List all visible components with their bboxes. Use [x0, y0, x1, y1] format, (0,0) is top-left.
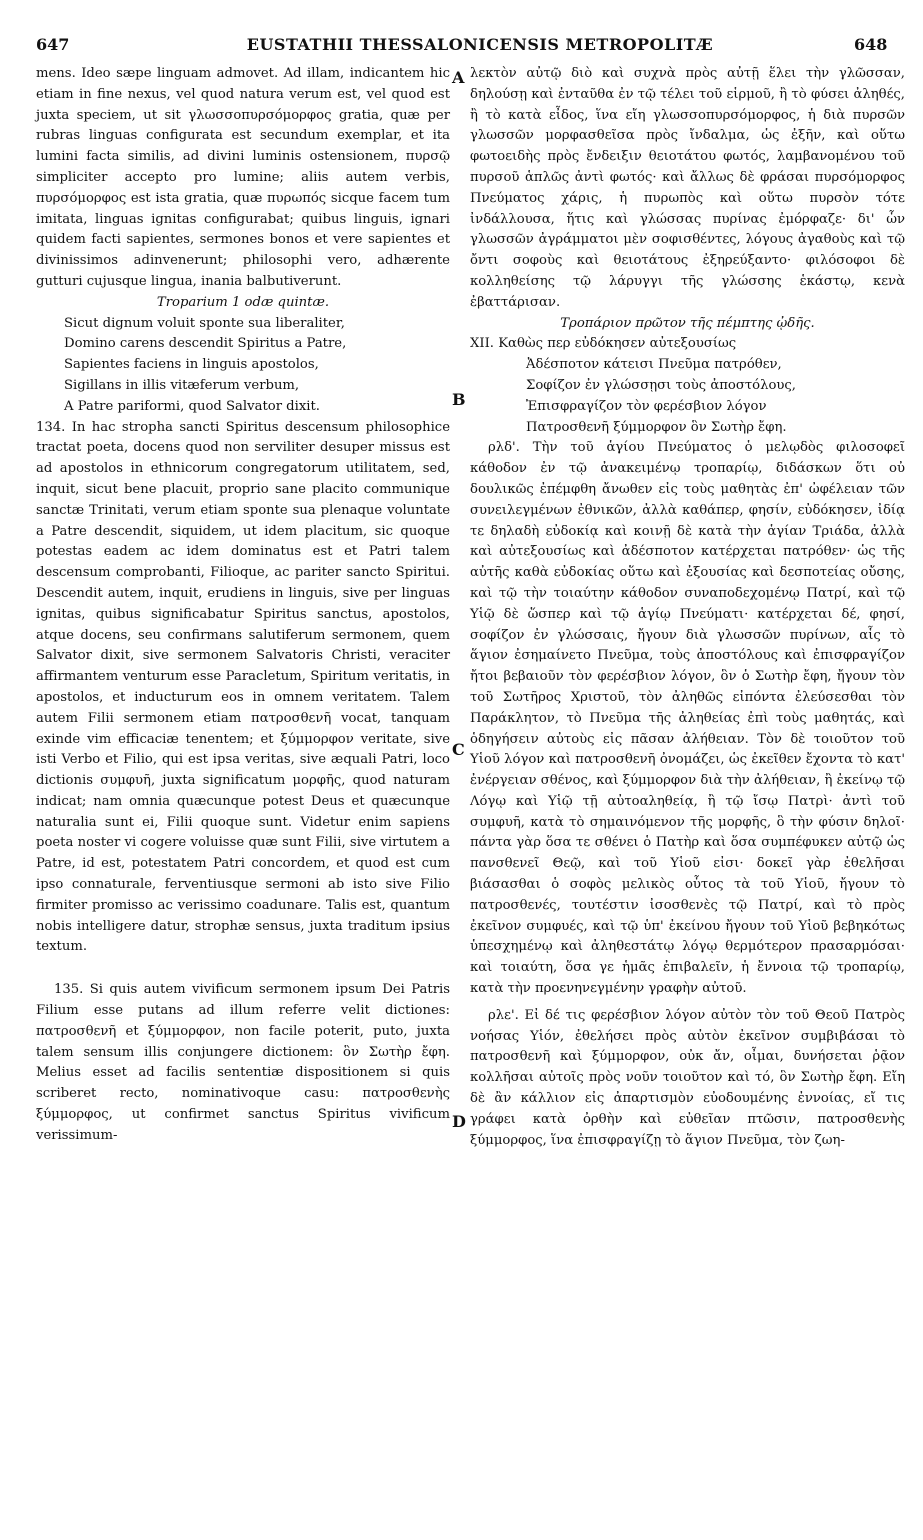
margin-marker-c: C: [452, 740, 465, 759]
paragraph-gap: [36, 958, 450, 980]
latin-paragraph-134: 134. In hac stropha sancti Spiritus descensum philosophice tractat poeta, docens quod non serviliter desuper missus est ad apostolos in ethnicorum congregatorum utilitatem, sed, inquit, sicut bene placuit, proprio sane placito communique sanctæ Trinitati, verum etiam sponte sua plenaque voluntate a Patre descendit, siquidem, ut idem placitum, sic quoque potestas eadem ac idem dominatus est et Patri talem descensum comprobanti, Filioque, ac pariter sancto Spiritui. Descendit autem, inquit, erudiens in linguis, sive per linguas ignitas, quibus significabatur Spiritus sanctus, apostolos, atque docens, seu confirmans salutiferum sermonem, quem Salvator dixit, sive sermonem Salvatoris Christi, veraciter affirmantem venturum esse Paracletum, Spiritum veritatis, in apostolos, et inducturum eos in omnem veritatem. Talem autem Filii sermonem etiam πατροσθενῆ vocat, tanquam exinde vim efficaciæ tenentem; et ξύμμορφον veritate, sive isti Verbo et Filio, qui est ipsa veritas, sive æquali Patri, loco dictionis συμφυῆ, juxta significatum μορφῆς, quod naturam indicat; nam omnia quæcunque potest Deus et quæcunque naturalia sunt ei, Filii quoque sunt. Videtur enim sapiens poeta noster vi cogere voluisse quæ sunt Filii, sive virtutem a Patre, id est, potestatem Patri concordem, et quod est cum ipso connaturale, ferventiusque sermoni ab isto sive Filio firmiter promisso ac verissimo coadunare. Talis est, quantum nobis intelligere datur, strophæ sensus, juxta traditum ipsius textum.: [36, 419, 450, 955]
latin-column: [36, 64, 450, 1147]
latin-verse-line: A Patre pariformi, quod Salvator dixit.: [64, 398, 320, 414]
running-title: EUSTATHII THESSALONICENSIS METROPOLITÆ: [246, 35, 714, 54]
margin-marker-d: D: [452, 1112, 466, 1131]
greek-verse-line: Πατροσθενῆ ξύμμορφον ὃν Σωτὴρ ἔφη.: [526, 419, 787, 435]
latin-paragraph-135: 135. Si quis autem vivificum sermonem ipsum Dei Patris Filium esse putans ad illum referre velit dictiones: πατροσθενῆ et ξύμμορφον, non facile poterit, puto, juxta talem sensum illis conjungere dictionem: ὃν Σωτὴρ ἔφη. Melius esset ad facilis sententiæ dispositionem si quis scriberet recto, nominativoque casu: πατροσθενὴς ξύμμορφος, ut confirmet sanctus Spiritus vivificum verissimum-: [36, 982, 450, 1143]
latin-verse-line: Sigillans in illis vitæferum verbum,: [64, 377, 300, 393]
margin-marker-a: A: [452, 68, 465, 87]
greek-column: [470, 64, 905, 1151]
greek-verse-line: XII. Καθὼς περ εὐδόκησεν αὐτεξουσίως: [470, 336, 737, 352]
page-number-right: 648: [854, 35, 888, 54]
greek-paragraph-135: ρλε'. Εἰ δέ τις φερέσβιον λόγον αὐτὸν τὸν τοῦ Θεοῦ Πατρὸς νοήσας Υἱόν, ἐθελήσει πρὸς αὐτὸν ἐκεῖνον συμβιβάσαι τὸ πατροσθενῆ καὶ ξύμμορφον, οὐκ ἄν, οἶμαι, δυνήσεται ῥᾷον κολλῆσαι αὐτοῖς πρὸς νοῦν τοιοῦτον καὶ τό, ὃν Σωτὴρ ἔφη. Εἴη δὲ ἂν κάλλιον εἰς ἀπαρτισμὸν εὐοδουμένης ἐννοίας, εἴ τις γράφει κατὰ ὀρθὴν καὶ εὐθεῖαν πτῶσιν, πατροσθενὴς ξύμμορφος, ἵνα ἐπισφραγίζῃ τὸ ἅγιον Πνεῦμα, τὸν ζωη-: [470, 1007, 905, 1148]
greek-verse-line: Ἀδέσποτον κάτεισι Πνεῦμα πατρόθεν,: [526, 357, 782, 373]
latin-verse-line: Domino carens descendit Spiritus a Patre,: [64, 336, 347, 352]
greek-troparion-heading: Τροπάριον πρῶτον τῆς πέμπτης ᾠδῆς.: [560, 315, 815, 331]
margin-marker-b: B: [452, 390, 466, 409]
latin-verse-line: Sapientes faciens in linguis apostolos,: [64, 357, 319, 373]
latin-verse-line: Sicut dignum voluit sponte sua liberaliter,: [64, 315, 345, 331]
greek-paragraph-intro: λεκτὸν αὐτῷ διὸ καὶ συχνὰ πρὸς αὐτῇ ἕλει τὴν γλῶσσαν, δηλούσῃ καὶ ἐνταῦθα ἐν τῷ τέλει τοῦ εἱρμοῦ, ἢ τὸ φύσει ἀληθές, ἢ τὸ κατὰ εἶδος, ἵνα εἴη γλωσσοπυρσόμορφος, ἡ διὰ πυρσῶν γλωσσῶν μορφασθεῖσα πρὸς ἴνδαλμα, ὡς ἐξῆν, καὶ οὕτω φωτοειδὴς πρὸς ἔνδειξιν θειοτάτου φωτός, λαμβανομένου τοῦ πυρσοῦ ἁπλῶς ἀντὶ φωτός· καὶ ἄλλως δὲ φράσαι πυρσόμορφος Πνεύματος χάρις, ἡ πυρωπὸς καὶ οὕτω πυρσὸν τότε ἰνδάλλουσα, ἥτις καὶ γλώσσας πυρίνας ἐμόρφαζε· δι' ὧν γλωσσῶν ἀγράμματοι μὲν σοφισθέντες, λόγους ἀγαθοὺς καὶ τῷ ὄντι σοφοὺς καὶ θειοτάτους ἐξηρεύξαντο· φιλόσοφοι δὲ κολληθείσης τῷ λάρυγγι τῆς γλώσσης ἑκάστῳ, κενὰ ἐβαττάρισαν.: [470, 66, 905, 310]
greek-verse-line: Ἐπισφραγίζον τὸν φερέσβιον λόγον: [526, 398, 767, 414]
greek-verse-line: Σοφίζον ἐν γλώσσῃσι τοὺς ἀποστόλους,: [526, 377, 796, 393]
page-header: [0, 8, 923, 54]
greek-paragraph-134: ρλδ'. Τὴν τοῦ ἁγίου Πνεύματος ὁ μελῳδὸς φιλοσοφεῖ κάθοδον ἐν τῷ ἀνακειμένῳ τροπαρίῳ, διδάσκων ὅτι οὐ δουλικῶς ἐπέμφθη ἄνωθεν εἰς τοὺς μαθητὰς ἐπ' ὠφέλειαν τῶν συνειλεγμένων ἐθνικῶν, ἀλλὰ καθάπερ, φησίν, εὐδόκησεν, ἰδίᾳ τε δηλαδὴ εὐδοκίᾳ καὶ κοινῇ δὲ κατὰ τὴν ἁγίαν Τριάδα, ἀλλὰ καὶ αὐτεξουσίως καὶ ἀδέσποτον κατέρχεται πατρόθεν· ὡς τῆς αὐτῆς καθὰ εὐδοκίας οὕτω καὶ ἐξουσίας καὶ δεσποτείας οὔσης, καὶ τῷ τὴν τοιαύτην κάθοδον συναποδεχομένῳ Πατρί, καὶ τῷ Υἱῷ δὲ ὥσπερ καὶ τῷ ἁγίῳ Πνεύματι· κατέρχεται δέ, φησί, σοφίζον ἐν γλώσσαις, ἤγουν διὰ γλωσσῶν πυρίνων, αἷς τὸ ἅγιον ἐσημαίνετο Πνεῦμα, τοὺς ἀποστόλους καὶ ἐπισφραγίζον ἤτοι βεβαιοῦν τὸν φερέσβιον λόγον, ὃν ὁ Σωτὴρ ἔφη, ἤγουν τὸν τοῦ Σωτῆρος Χριστοῦ, τὸν ἀληθῶς εἰπόντα ἐλεύσεσθαι τὸν Παράκλητον, τὸ Πνεῦμα τῆς ἀληθείας ἐπὶ τοὺς μαθητάς, καὶ ὁδηγήσειν αὐτοὺς εἰς πᾶσαν ἀλήθειαν. Τὸν δὲ τοιοῦτον τοῦ Υἱοῦ λόγον καὶ πατροσθενῆ ὀνομάζει, ὡς ἐκεῖθεν ἔχοντα τὸ κατ' ἐνέργειαν σθένος, καὶ ξύμμορφον διὰ τὴν ἀλήθειαν, ἢ ἐκείνῳ τῷ Λόγῳ καὶ Υἱῷ τῇ αὐτοαληθείᾳ, ἢ τῷ ἴσῳ Πατρὶ· ἀντὶ τοῦ συμφυῆ, κατὰ τὸ σημαινόμενον τῆς μορφῆς, ὃ τὴν φύσιν δηλοῖ· πάντα γὰρ ὅσα τε σθένει ὁ Πατὴρ καὶ ὅσα συμπέφυκεν αὐτῷ ὡς πανσθενεῖ Θεῷ, καὶ τοῦ Υἱοῦ εἰσι· δοκεῖ γὰρ ἐθελῆσαι βιάσασθαι ὁ σοφὸς μελικὸς οὗτος τὰ τοῦ Υἱοῦ, ἤγουν τὸ πατροσθενές, τουτέστιν ἰσοσθενὲς τῷ Πατρί, καὶ τὸ πρὸς ἐκεῖνον συμφυές, καὶ τῷ ὑπ' ἐκείνου ἤγουν τοῦ Υἱοῦ βεβηκότως ὑπεσχημένῳ καὶ ἀληθεστάτῳ λόγῳ θερμότερον πρασαρμόσαι· καὶ τοιαύτη, ὅσα γε ἡμᾶς ἐπιβαλεῖν, ἡ ἔννοια τῷ τροπαρίῳ, κατὰ τὴν προενηνεγμένην γραφὴν αὐτοῦ.: [470, 440, 905, 997]
page-number-left: 647: [36, 35, 70, 54]
latin-paragraph-intro: mens. Ideo sæpe linguam admovet. Ad illam, indicantem hic etiam in fine nexus, vel quod natura verum est, vel quod est juxta speciem, ut sit γλωσσοπυρσόμορφος gratia, quæ per rubras linguas configurata est secundum exemplar, et ita lumini facta similis, ad divini luminis ostensionem, πυρσῷ simpliciter accepto pro lumine; aliis autem verbis, πυρσόμορφος est ista gratia, quæ πυρωπός sicque facem tum imitata, linguas ignitas configurabat; quibus linguis, ignari quidem facti sapientes, sermones bonos et vere sapientes et divinissimos adinvenerunt; philosophi vero, adhærente gutturi cujusque lingua, inania balbutiverunt.: [36, 66, 450, 289]
latin-troparium-heading: Troparium 1 odæ quintæ.: [156, 294, 330, 310]
